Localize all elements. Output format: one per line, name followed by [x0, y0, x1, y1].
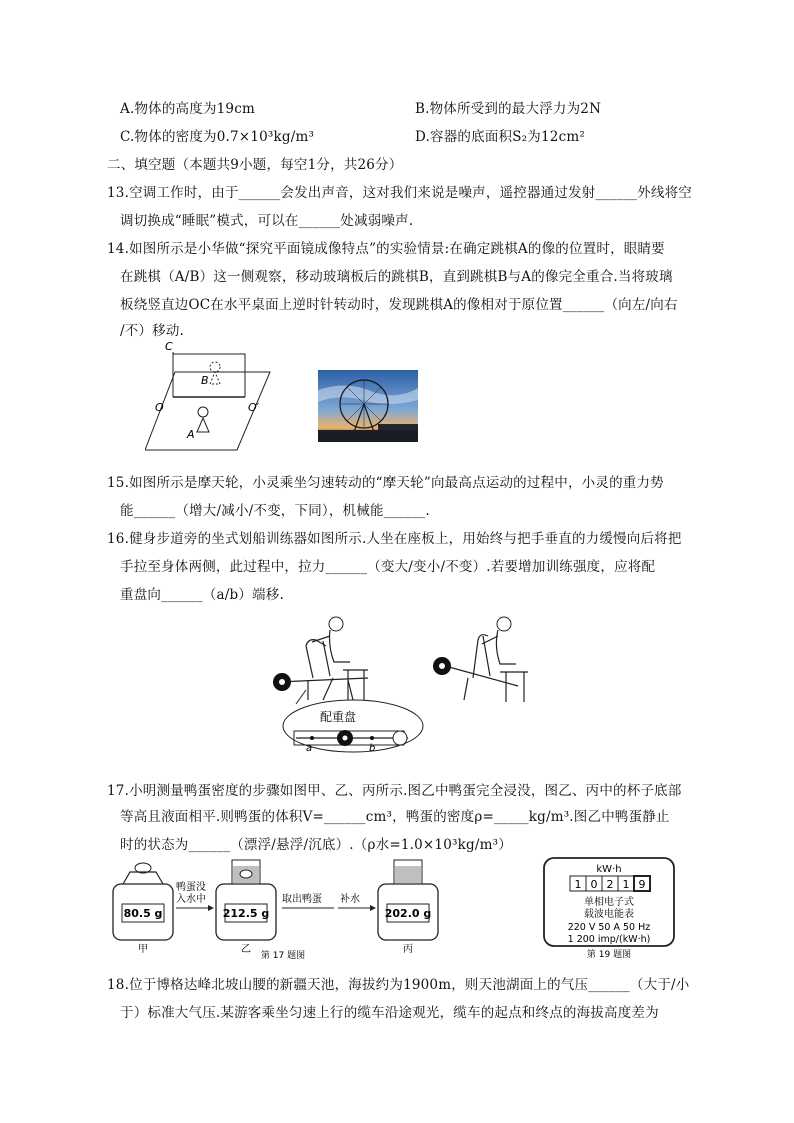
option-b: B.物体所受到的最大浮力为2N — [415, 101, 602, 117]
meter-line4: 1 200 imp/(kW·h) — [567, 934, 651, 945]
scale1-readout: 80.5 g — [123, 907, 163, 920]
step3-label: 补水 — [340, 894, 360, 905]
label-jia: 甲 — [138, 944, 148, 955]
q16-line1: 16.健身步道旁的坐式划船训练器如图所示.人坐在座板上，用始终与把手垂直的力缓慢向后将把 — [107, 531, 682, 547]
meter-digit-3: 2 — [606, 878, 614, 891]
q18-line1: 18.位于博格达峰北坡山腰的新疆天池，海拔约为1900m，则天池湖面上的气压______（大于/小 — [107, 977, 690, 993]
ferris-wheel-photo — [318, 370, 418, 442]
meter-line3: 220 V 50 A 50 Hz — [567, 922, 651, 933]
q14-line1: 14.如图所示是小华做“探究平面镜成像特点”的实验情景:在确定跳棋A的像的位置时，眼睛要 — [107, 241, 665, 257]
label-weight-plate: 配重盘 — [320, 710, 357, 724]
label-bing: 丙 — [403, 944, 413, 955]
electric-meter-figure — [540, 856, 680, 960]
q17-line3: 时的状态为______（漂浮/悬浮/沉底）.（ρ水=1.0×10³kg/m³） — [120, 837, 512, 853]
egg-density-figure — [108, 856, 458, 960]
scale2-readout: 212.5 g — [222, 907, 270, 920]
section-heading: 二、填空题（本题共9小题，每空1分，共26分） — [107, 157, 403, 173]
q15-line1: 15.如图所示是摩天轮，小灵乘坐匀速转动的“摩天轮”向最高点运动的过程中，小灵的重力势 — [107, 475, 664, 491]
meter-digit-5: 9 — [638, 878, 646, 891]
step1a-label: 鸭蛋没 — [176, 882, 206, 893]
label-b-end: b — [369, 743, 376, 754]
label-yi: 乙 — [241, 944, 251, 955]
q14-line3: 板绕竖直边OC在水平桌面上逆时针转动时，发现跳棋A的像相对于原位置______（向左/向右 — [120, 297, 678, 313]
label-o: O — [155, 401, 164, 414]
caption-17: 第 17 题图 — [260, 951, 306, 960]
scale3-readout: 202.0 g — [384, 907, 432, 920]
label-b: B — [201, 374, 209, 387]
meter-digit-1: 1 — [574, 878, 582, 891]
q16-line2: 手拉至身体两侧，此过程中，拉力______（变大/变小/不变）.若要增加训练强度，应将配 — [120, 559, 656, 575]
q13-line1: 13.空调工作时，由于______会发出声音，这对我们来说是噪声，遥控器通过发射______外线将空 — [107, 185, 692, 201]
meter-line1: 单相电子式 — [584, 897, 634, 908]
step1b-label: 入水中 — [176, 894, 206, 905]
option-c: C.物体的密度为0.7×10³kg/m³ — [120, 129, 315, 145]
meter-digit-2: 0 — [590, 878, 598, 891]
q17-line2: 等高且液面相平.则鸭蛋的体积V=______cm³，鸭蛋的密度ρ=_____kg/m³.图乙中鸭蛋静止 — [120, 809, 670, 825]
q14-line2: 在跳棋（A/B）这一侧观察，移动玻璃板后的跳棋B，直到跳棋B与A的像完全重合.当将玻璃 — [120, 269, 673, 285]
q18-line2: 于）标准大气压.某游客乘坐匀速上行的缆车沿途观光，缆车的起点和终点的海拔高度差为 — [120, 1005, 659, 1021]
rowing-machine-figure — [268, 606, 548, 756]
label-o-prime: O′ — [248, 401, 260, 414]
q15-line2: 能______（增大/减小/不变，下同），机械能______. — [120, 503, 430, 519]
meter-digit-4: 1 — [622, 878, 630, 891]
meter-line2: 载波电能表 — [584, 909, 634, 920]
q16-line3: 重盘向______（a/b）端移. — [120, 587, 284, 603]
meter-unit: kW·h — [596, 864, 622, 875]
q14-line4: /不）移动. — [120, 323, 185, 339]
q13-line2: 调切换成“睡眠”模式，可以在______处减弱噪声. — [120, 213, 414, 229]
option-d: D.容器的底面积S₂为12cm² — [415, 129, 585, 145]
label-a-end: a — [306, 743, 313, 754]
step2-label: 取出鸭蛋 — [282, 894, 322, 905]
caption-19: 第 19 题图 — [586, 950, 632, 960]
q17-line1: 17.小明测量鸭蛋密度的步骤如图甲、乙、丙所示.图乙中鸭蛋完全浸没，图乙、丙中的杯子底部 — [107, 783, 682, 799]
option-a: A.物体的高度为19cm — [120, 101, 255, 117]
label-a: A — [187, 428, 195, 441]
mirror-experiment-figure — [145, 340, 275, 460]
label-c: C — [165, 340, 173, 353]
